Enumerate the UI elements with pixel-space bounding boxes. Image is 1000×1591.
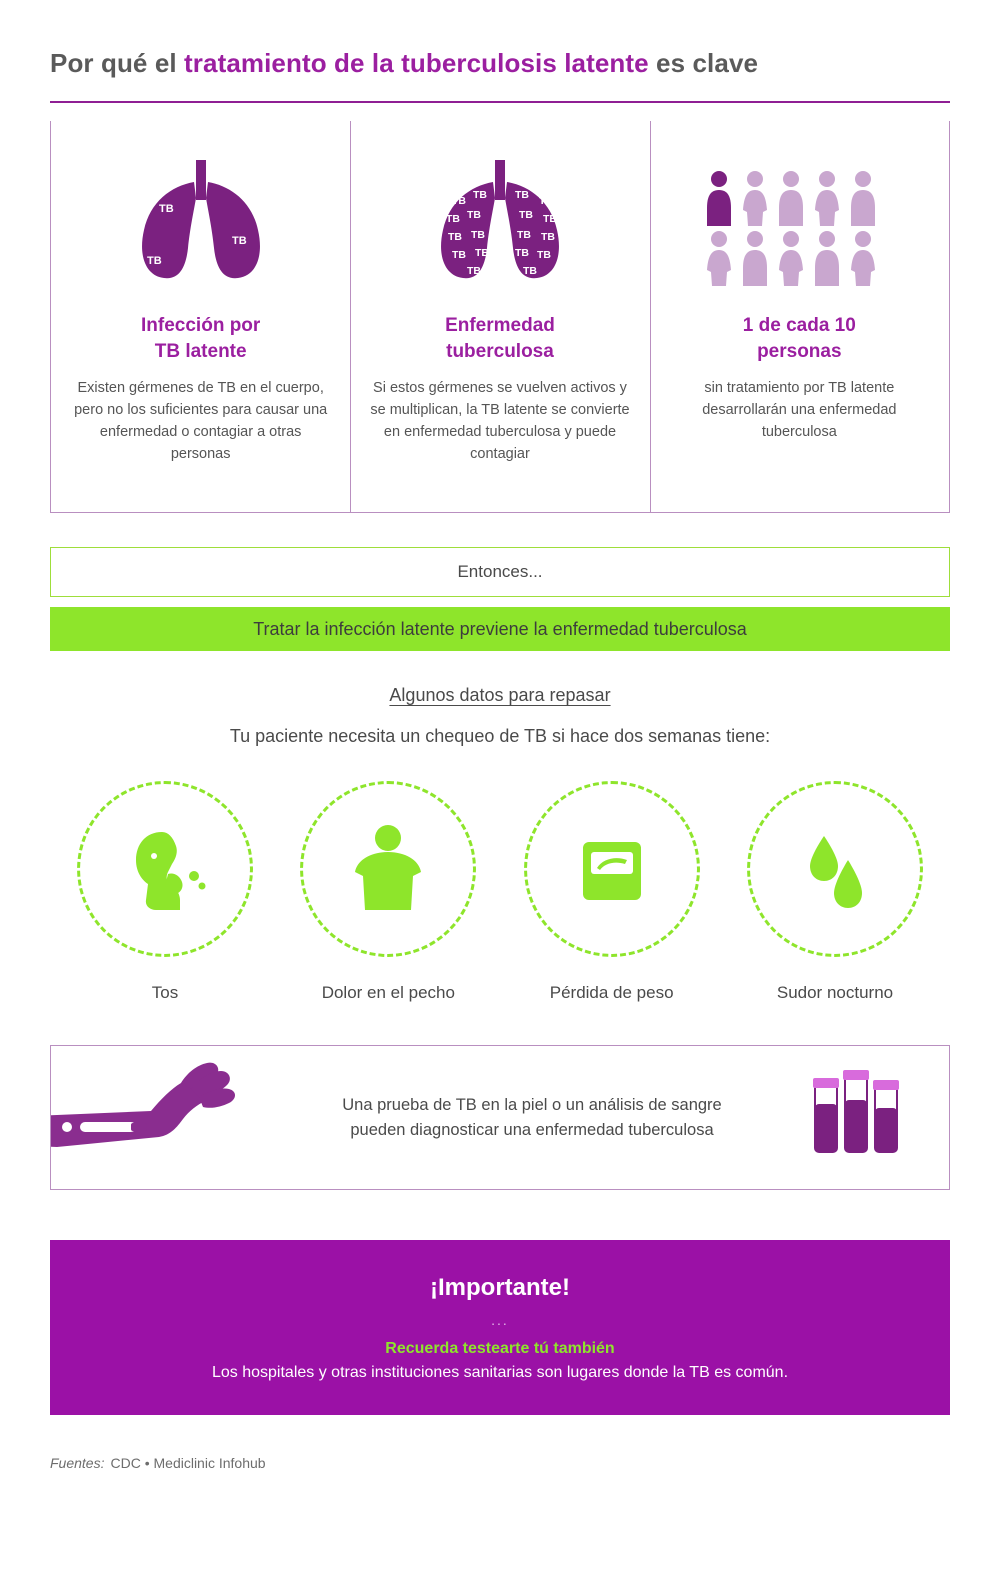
svg-text:TB: TB (474, 247, 489, 259)
important-body: Los hospitales y otras instituciones sanitarias son lugares donde la TB es común. (211, 1363, 789, 1381)
weight-scale-icon (557, 814, 667, 924)
svg-text:TB: TB (146, 255, 162, 267)
page-title-prefix: Por qué el (50, 48, 185, 78)
symptom-item-night-sweats (730, 781, 940, 1003)
header-divider (50, 101, 950, 103)
footer-sources: CDC • Mediclinic Infohub (110, 1455, 266, 1471)
svg-text:TB: TB (514, 247, 529, 259)
chest-pain-icon (333, 814, 443, 924)
svg-text:TB: TB (516, 229, 531, 241)
coughing-person-icon (110, 814, 220, 924)
symptom-label: Sudor nocturno (776, 983, 894, 1002)
svg-text:TB: TB (522, 265, 537, 277)
panel-column-title-line1: Infección por (141, 315, 261, 336)
panel-column-title (141, 313, 260, 364)
important-dots: ... (491, 1311, 509, 1328)
svg-text:TB: TB (540, 231, 555, 243)
panel-column-body: Si estos gérmenes se vuelven activos y se multiplican, la TB latente se convierte en enfermedad tuberculosa y puede contagiar (370, 380, 630, 462)
svg-text:TB: TB (472, 189, 487, 201)
symptom-circle (300, 781, 476, 957)
symptom-label: Dolor en el pecho (321, 983, 455, 1002)
symptom-circle (747, 781, 923, 957)
svg-text:TB: TB (451, 249, 466, 261)
svg-text:TB: TB (518, 209, 533, 221)
entonces-banner (50, 547, 950, 597)
panel-column-one-in-ten (650, 121, 949, 512)
svg-text:TB: TB (538, 195, 553, 207)
important-banner (50, 1240, 950, 1415)
panel-column-body: sin tratamiento por TB latente desarrollarán una enfermedad tuberculosa (702, 380, 897, 440)
symptom-item-weight-loss (507, 781, 717, 1003)
svg-text:TB: TB (466, 265, 481, 277)
symptom-circle (77, 781, 253, 957)
panel-column-title-line2: tuberculosa (446, 340, 554, 362)
people-1-in-10-icon (699, 147, 899, 297)
footer (50, 1455, 950, 1471)
green-statement-bar (50, 607, 950, 651)
entonces-label: Entonces... (457, 562, 543, 581)
svg-text:TB: TB (536, 249, 551, 261)
test-info-line2: pueden diagnosticar una enfermedad tuberculosa (350, 1120, 714, 1139)
symptom-label: Tos (151, 983, 179, 1002)
symptom-label: Pérdida de peso (549, 983, 674, 1002)
symptoms-list (50, 781, 950, 1003)
page-title-suffix: es clave (648, 48, 759, 78)
panel-column-title-line1: 1 de cada 10 (742, 315, 856, 336)
panel-column-body: Existen gérmenes de TB en el cuerpo, pero no los suficientes para causar una enfermedad o contagiar a otras personas (74, 380, 328, 462)
important-green-line: Recuerda testearte tú también (385, 1339, 615, 1357)
footer-label: Fuentes: (50, 1455, 105, 1471)
panel-column-title (743, 313, 856, 364)
svg-text:TB: TB (470, 229, 485, 241)
svg-text:TB: TB (445, 213, 460, 225)
lungs-latent-icon (116, 147, 286, 297)
symptom-circle (524, 781, 700, 957)
symptom-item-cough (60, 781, 270, 1003)
panel-column-title (445, 313, 555, 364)
svg-text:TB: TB (466, 209, 481, 221)
panel-column-title-line2: TB latente (154, 340, 247, 362)
datos-title: Algunos datos para repasar (389, 685, 611, 705)
svg-text:TB: TB (451, 195, 466, 207)
sweat-drops-icon (780, 814, 890, 924)
panel-column-title-line1: Enfermedad (445, 315, 555, 336)
svg-text:TB: TB (158, 203, 174, 215)
panel-column-latent-infection (51, 121, 350, 512)
green-statement-label: Tratar la infección latente previene la enfermedad tuberculosa (253, 618, 747, 639)
header (50, 0, 950, 103)
panel-column-title-line2: personas (757, 340, 842, 362)
lungs-active-icon (415, 147, 585, 297)
symptom-item-chest-pain (283, 781, 493, 1003)
concept-panel (50, 121, 950, 513)
blood-vials-icon (803, 1060, 913, 1175)
svg-text:TB: TB (542, 213, 557, 225)
important-title: ¡Importante! (430, 1273, 570, 1301)
test-info-line1: Una prueba de TB en la piel o un análisis de sangre (342, 1095, 722, 1114)
svg-text:TB: TB (514, 189, 529, 201)
page-title (50, 48, 950, 79)
svg-text:TB: TB (231, 235, 247, 247)
datos-subtitle: Tu paciente necesita un chequeo de TB si hace dos semanas tiene: (229, 726, 771, 746)
arm-skin-test-icon (50, 1055, 261, 1180)
test-info-text (261, 1093, 803, 1143)
panel-column-active-disease (350, 121, 649, 512)
svg-text:TB: TB (447, 231, 462, 243)
page-title-highlight: tratamiento de la tuberculosis latente (184, 48, 649, 78)
test-info-box (50, 1045, 950, 1190)
